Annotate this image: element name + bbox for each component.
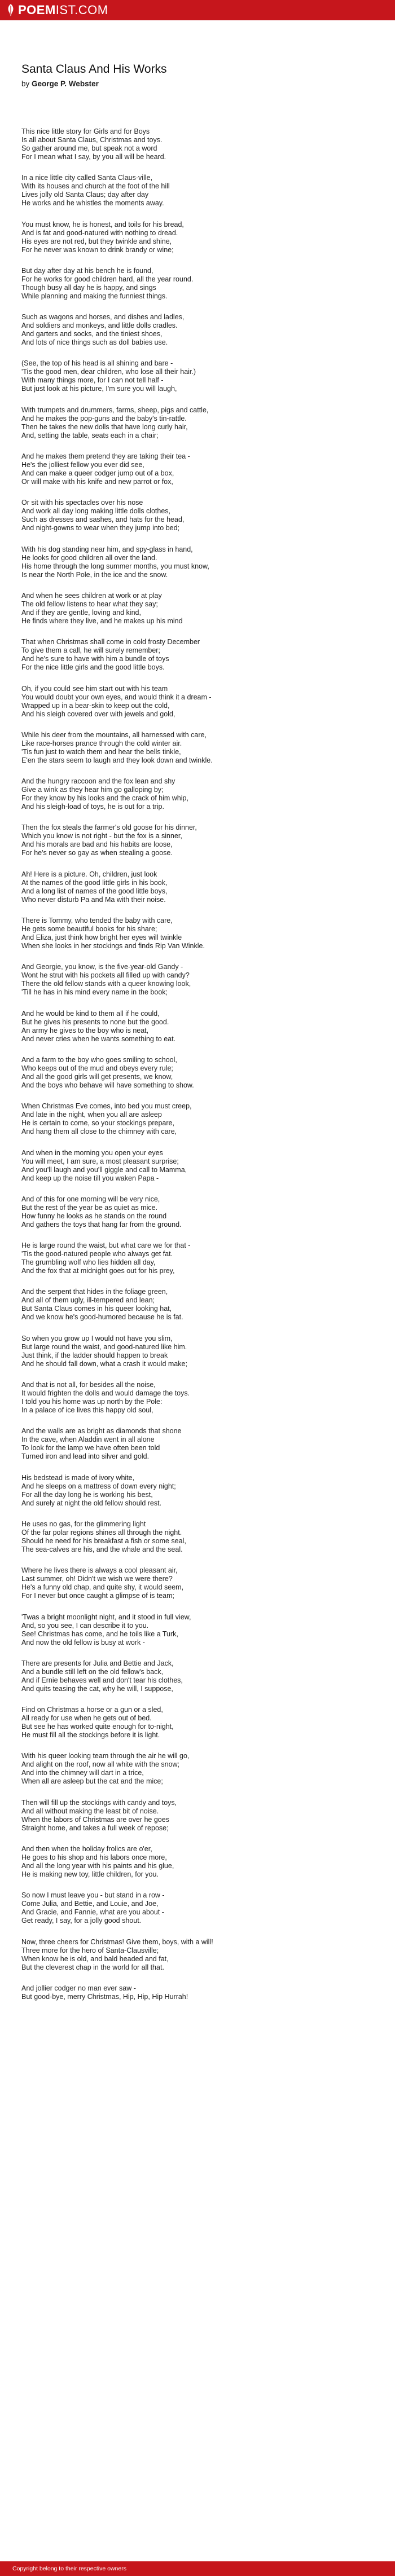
poem-line: And then when the holiday frolics are o'er,: [21, 1844, 152, 1853]
poem-line: This nice little story for Girls and for Boys: [21, 127, 150, 135]
poem-stanza: [21, 917, 371, 950]
poem-stanza: [21, 499, 371, 532]
poem-line: And a farm to the boy who goes smiling to school,: [21, 1055, 177, 1064]
poem-stanza: [21, 406, 371, 440]
poem-line: Give a wink as they hear him go galloping by;: [21, 786, 164, 794]
poem-line: Is near the North Pole, in the ice and the snow.: [21, 570, 168, 579]
poem-line: Come Julia, and Bettie, and Louie, and Joe,: [21, 1900, 159, 1908]
poem-line: How funny he looks as he stands on the round: [21, 1212, 167, 1220]
poem-stanza: [21, 1288, 371, 1322]
poem-line: All ready for use when he gets out of bed.: [21, 1714, 152, 1723]
poem-line: But Santa Claus comes in his queer looking hat,: [21, 1305, 172, 1313]
poem-line: He is large round the waist, but what care we for that -: [21, 1241, 191, 1250]
poem-line: And late in the night, when you all are asleep: [21, 1111, 162, 1119]
poem-line: And he sleeps on a mattress of down every night;: [21, 1482, 176, 1490]
poem-line: Ah! Here is a picture. Oh, children, just look: [21, 870, 157, 878]
poem-stanza: [21, 1613, 371, 1647]
poem-line: And the hungry raccoon and the fox lean and shy: [21, 777, 175, 786]
poem-line: When all are asleep but the cat and the mice;: [21, 1777, 163, 1786]
poem-stanza: [21, 638, 371, 672]
poem-line: For they know by his looks and the crack of him whip,: [21, 794, 188, 803]
poem-stanza: [21, 1659, 371, 1693]
poem-line: For he's never so gay as when stealing a goose.: [21, 849, 173, 857]
poem-line: Or will make with his knife and new parrot or fox,: [21, 478, 173, 486]
poem-line: Who keeps out of the mud and obeys every rule;: [21, 1064, 173, 1072]
poem-line: His bedstead is made of ivory white,: [21, 1473, 135, 1482]
poem-line: The sea-calves are his, and the whale and the seal.: [21, 1545, 183, 1553]
logo-text-light: IST.COM: [55, 3, 108, 17]
poem-line: He uses no gas, for the glimmering light: [21, 1520, 146, 1528]
poem-line: He is certain to come, so your stockings prepare,: [21, 1119, 174, 1128]
poem-line: Or sit with his spectacles over his nose: [21, 499, 143, 507]
poem-stanza: [21, 1706, 371, 1740]
poem-stanza: [21, 1195, 371, 1229]
poem-line: He's a funny old chap, and quite shy, it would seem,: [21, 1583, 184, 1592]
poem-line: And we know he's good-humored because he is fat.: [21, 1313, 183, 1322]
poem-line: And a bundle still left on the old fellow's back,: [21, 1667, 164, 1676]
poem-line: And is fat and good-natured with nothing to dread.: [21, 228, 178, 237]
poem-line: 'Till he has in his mind every name in the book;: [21, 988, 168, 997]
poem-stanza: [21, 1335, 371, 1368]
poem-line: Get ready, I say, for a jolly good shout.: [21, 1917, 142, 1925]
poem-line: The grumbling wolf who lies hidden all day,: [21, 1258, 156, 1267]
poem-line: And of this for one morning will be very nice,: [21, 1195, 160, 1203]
poem-line: And soldiers and monkeys, and little dolls cradles.: [21, 322, 178, 330]
poem-line: And all the good girls will get presents, we know,: [21, 1072, 173, 1081]
poem-line: And he's sure to have with him a bundle of toys: [21, 655, 169, 663]
poem-stanza: [21, 824, 371, 857]
poem-line: You must know, he is honest, and toils for his bread,: [21, 220, 184, 228]
poem-line: Wont he strut with his pockets all filled up with candy?: [21, 971, 190, 980]
poem-stanza: [21, 174, 371, 208]
poem-line: When Christmas Eve comes, into bed you must creep,: [21, 1102, 192, 1111]
poem-line: And a long list of names of the good little boys,: [21, 887, 168, 895]
poem-line: For he never was known to drink brandy or wine;: [21, 245, 174, 254]
poem-line: That when Christmas shall come in cold frosty December: [21, 638, 200, 646]
poem-line: You would doubt your own eyes, and would think it a dream -: [21, 693, 212, 701]
poem-line: Should he need for his breakfast a fish or some seal,: [21, 1536, 186, 1545]
poem-line: Where he lives there is always a cool pleasant air,: [21, 1566, 178, 1575]
poem-line: And all the long year with his paints and his glue,: [21, 1861, 174, 1870]
poem-line: Three more for the hero of Santa-Clausville;: [21, 1946, 159, 1954]
by-label: by: [21, 80, 30, 88]
poem-stanza: [21, 1149, 371, 1183]
poem-line: But see he has worked quite enough for to-night,: [21, 1723, 174, 1731]
poem-line: And hang them all close to the chimney with care,: [21, 1128, 177, 1136]
poem-line: But large round the waist, and good-natured like him.: [21, 1342, 187, 1351]
poem-line: He's the jolliest fellow you ever did see,: [21, 461, 144, 469]
site-footer: [0, 2561, 395, 2576]
poem-line: While his deer from the mountains, all harnessed with care,: [21, 730, 207, 739]
poem-line: Wrapped up in a bear-skin to keep out the cold,: [21, 701, 170, 710]
poem-stanza: [21, 870, 371, 904]
poem-line: He finds where they live, and he makes up his mind: [21, 617, 183, 625]
poem-stanza: [21, 1938, 371, 1972]
poem-stanza: [21, 452, 371, 486]
poem-line: And his morals are bad and his habits are loose,: [21, 840, 173, 849]
poem-stanza: [21, 1845, 371, 1879]
poem-line: He gets some beautiful books for his share;: [21, 925, 157, 933]
poem-line: At the names of the good little girls in his book,: [21, 878, 168, 887]
poem-line: And he should fall down, what a crash it would make;: [21, 1359, 187, 1368]
poem-line: The old fellow listens to hear what they say;: [21, 600, 158, 608]
poem-line: Though busy all day he is happy, and sings: [21, 283, 156, 292]
poem-line: It would frighten the dolls and would damage the toys.: [21, 1389, 190, 1398]
poem-line: So now I must leave you - but stand in a row -: [21, 1891, 165, 1900]
poem-line: (See, the top of his head is all shining and bare -: [21, 359, 173, 368]
poem-line: He works and he whistles the moments away.: [21, 199, 164, 208]
poem-line: With trumpets and drummers, farms, sheep, pigs and cattle,: [21, 406, 209, 414]
poem-line: And when he sees children at work or at play: [21, 591, 162, 600]
poem-line: Just think, if the ladder should happen to break: [21, 1351, 168, 1359]
logo-text-bold: POEM: [18, 3, 56, 17]
poem-line: 'Tis the good-natured people who always get fat.: [21, 1250, 173, 1258]
poem-line: Who never disturb Pa and Ma with their noise.: [21, 895, 166, 904]
poem-line: And the boys who behave will have something to show.: [21, 1081, 194, 1089]
poem-line: But the rest of the year be as quiet as mice.: [21, 1203, 158, 1212]
poem-line: And his sleigh covered over with jewels and gold,: [21, 710, 175, 718]
poem-stanza: [21, 545, 371, 579]
poem-line: For I never but once caught a glimpse of is team;: [21, 1592, 174, 1600]
poem-line: And, so you see, I can describe it to you.: [21, 1621, 149, 1630]
poem-stanza: [21, 1752, 371, 1786]
poem-stanza: [21, 1891, 371, 1925]
poem-line: And his sleigh-load of toys, he is out for a trip.: [21, 803, 164, 811]
poem-line: For all the day long he is working his best,: [21, 1490, 153, 1499]
poem-line: But he gives his presents to none but the good.: [21, 1018, 169, 1026]
poem-line: With his queer looking team through the air he will go,: [21, 1752, 190, 1760]
poem-stanza: [21, 1566, 371, 1600]
poem-line: And he makes the pop-guns and the baby's tin-rattle.: [21, 414, 187, 422]
poem-stanza: [21, 1102, 371, 1136]
poem-line: When she looks in her stockings and finds Rip Van Winkle.: [21, 942, 205, 950]
poem-line: And Georgie, you know, is the five-year-old Gandy -: [21, 963, 183, 971]
poem-line: And all without making the least bit of noise.: [21, 1807, 159, 1815]
poem-line: And when in the morning you open your eyes: [21, 1148, 163, 1157]
poem-stanza: [21, 1520, 371, 1554]
poem-line: When the labors of Christmas are over he goes: [21, 1815, 169, 1824]
poem-line: And the serpent that hides in the foliage green,: [21, 1288, 168, 1296]
poem-line: He is making new toy, little children, for you.: [21, 1870, 159, 1878]
poem-line: 'Tis fun just to watch them and hear the bells tinkle,: [21, 747, 181, 756]
poem-line: And you'll laugh and you'll giggle and call to Mamma,: [21, 1165, 187, 1174]
poem-line: 'Tis the good men, dear children, who lose all their hair.): [21, 368, 196, 376]
poem-line: Find on Christmas a horse or a gun or a sled,: [21, 1706, 163, 1714]
poem-line: His eyes are not red, but they twinkle and shine,: [21, 237, 172, 245]
author-line: [21, 80, 371, 88]
poem-stanza: [21, 359, 371, 393]
poem-line: For the nice little girls and the good little boys.: [21, 663, 165, 672]
poem-line: But good-bye, merry Christmas, Hip, Hip, Hip Hurrah!: [21, 1992, 188, 2001]
poem-line: While planning and making the funniest things.: [21, 292, 168, 300]
poem-line: An army he gives to the boy who is neat,: [21, 1026, 149, 1034]
poem-line: And quits teasing the cat, why he will, I suppose,: [21, 1684, 173, 1693]
poem-stanza: [21, 963, 371, 997]
poem-line: But just look at his picture, I'm sure you will laugh,: [21, 385, 177, 393]
poem-line: To look for the lamp we have often been told: [21, 1444, 160, 1452]
poem-line: But day after day at his bench he is found,: [21, 266, 153, 275]
poem-content: [21, 62, 371, 2014]
poem-line: And night-gowns to wear when they jump into bed;: [21, 524, 180, 532]
poem-stanza: [21, 221, 371, 254]
poem-stanza: [21, 1056, 371, 1090]
poem-stanza: [21, 777, 371, 811]
poem-line: There the old fellow stands with a queer knowing look,: [21, 980, 191, 988]
poem-line: I told you his home was up north by the Pole:: [21, 1398, 163, 1406]
poem-line: Is all about Santa Claus, Christmas and toys.: [21, 136, 163, 144]
poem-line: He goes to his shop and his labors once more,: [21, 1853, 167, 1861]
poem-line: Oh, if you could see him start out with his team: [21, 684, 168, 693]
quill-pen-icon: [7, 4, 15, 16]
poem-line: And he makes them pretend they are taking their tea -: [21, 452, 190, 461]
poem-line: With many things more, for I can not tell half -: [21, 376, 164, 385]
poem-line: Turned iron and lead into silver and gold.: [21, 1452, 150, 1461]
poem-line: See! Christmas has come, and he toils like a Turk,: [21, 1630, 178, 1638]
poem-line: And Eliza, just think how bright her eyes will twinkle: [21, 933, 182, 942]
poem-line: When know he is old, and bald headed and fat,: [21, 1954, 169, 1963]
poem-line: With his dog standing near him, and spy-glass in hand,: [21, 545, 193, 553]
poem-line: In a palace of ice lives this happy old soul,: [21, 1406, 153, 1415]
poem-line: You will meet, I am sure, a most pleasant surprise;: [21, 1157, 179, 1165]
site-header: [0, 0, 395, 20]
poem-line: For he works for good children hard, all the year round.: [21, 275, 194, 283]
poem-line: And, setting the table, seats each in a chair;: [21, 431, 159, 439]
poem-stanza: [21, 1799, 371, 1833]
author-name[interactable]: George P. Webster: [32, 80, 99, 88]
poem-line: And garters and socks, and the tiniest shoes,: [21, 330, 163, 338]
poem-line: He must fill all the stockings before it is light.: [21, 1731, 160, 1740]
poem-line: And the walls are as bright as diamonds that shone: [21, 1427, 182, 1435]
poem-line: Of the far polar regions shines all through the night.: [21, 1528, 182, 1536]
poem-line: Now, three cheers for Christmas! Give them, boys, with a will!: [21, 1937, 213, 1946]
poem-line: Last summer, oh! Didn't we wish we were there?: [21, 1575, 173, 1583]
poem-body: [21, 127, 371, 2001]
poem-line: And jollier codger no man ever saw -: [21, 1984, 136, 1992]
poem-line: And never cries when he wants something to eat.: [21, 1034, 176, 1043]
poem-line: Such as wagons and horses, and dishes and ladles,: [21, 313, 185, 322]
poem-line: And if they are gentle, loving and kind,: [21, 608, 141, 617]
poem-line: And keep up the noise till you waken Papa -: [21, 1174, 159, 1182]
copyright-text: Copyright belong to their respective owners: [12, 2565, 126, 2572]
poem-stanza: [21, 1381, 371, 1415]
poem-line: For I mean what I say, by you all will be heard.: [21, 153, 166, 161]
poem-stanza: [21, 313, 371, 347]
poem-line: Then the fox steals the farmer's old goose for his dinner,: [21, 824, 197, 832]
poem-line: There is Tommy, who tended the baby with care,: [21, 917, 173, 925]
poem-line: Which you know is not right - but the fox is a sinner,: [21, 832, 182, 840]
poem-line: And the fox that at midnight goes out for his prey,: [21, 1267, 175, 1275]
poem-line: There are presents for Julia and Bettie and Jack,: [21, 1659, 174, 1667]
poem-line: And now the old fellow is busy at work -: [21, 1638, 145, 1646]
poem-line: Like race-horses prance through the cold winter air.: [21, 739, 182, 747]
poem-line: And into the chimney will dart in a trice,: [21, 1769, 144, 1777]
poem-line: 'Twas a bright moonlight night, and it stood in full view,: [21, 1613, 191, 1621]
poem-line: He looks for good children all over the land.: [21, 553, 157, 562]
poem-stanza: [21, 731, 371, 765]
poem-line: Such as dresses and sashes, and hats for the head,: [21, 516, 185, 524]
poem-stanza: [21, 1010, 371, 1043]
poem-line: And can make a queer codger jump out of a box,: [21, 469, 174, 478]
poem-line: Lives jolly old Santa Claus; day after day: [21, 191, 149, 199]
poem-line: With its houses and church at the foot of the hill: [21, 182, 170, 191]
site-logo[interactable]: [7, 3, 108, 17]
poem-stanza: [21, 1241, 371, 1275]
poem-line: And surely at night the old fellow should rest.: [21, 1499, 162, 1507]
poem-line: E'en the stars seem to laugh and they look down and twinkle.: [21, 756, 213, 764]
poem-line: But the cleverest chap in the world for all that.: [21, 1963, 164, 1971]
poem-title: Santa Claus And His Works: [21, 63, 167, 76]
poem-line: His home through the long summer months, you must know,: [21, 562, 209, 570]
poem-stanza: [21, 592, 371, 626]
poem-line: Then he takes the new dolls that have long curly hair,: [21, 422, 188, 431]
poem-stanza: [21, 127, 371, 161]
poem-line: And Gracie, and Fannie, what are you about -: [21, 1908, 164, 1917]
poem-line: So gather around me, but speak not a word: [21, 144, 157, 152]
poem-stanza: [21, 267, 371, 301]
poem-line: And all of them ugly, ill-tempered and lean;: [21, 1296, 155, 1305]
poem-stanza: [21, 1427, 371, 1461]
poem-line: So when you grow up I would not have you slim,: [21, 1334, 173, 1342]
poem-line: And that is not all, for besides all the noise,: [21, 1381, 156, 1389]
poem-stanza: [21, 1474, 371, 1508]
poem-line: And if Ernie behaves well and don't tear his clothes,: [21, 1676, 183, 1684]
poem-line: To give them a call, he will surely remember;: [21, 646, 160, 655]
poem-line: Straight home, and takes a full week of repose;: [21, 1824, 169, 1832]
poem-line: In the cave, when Aladdin went in all alone: [21, 1435, 155, 1444]
poem-line: In a nice little city called Santa Claus-ville,: [21, 174, 153, 182]
poem-line: And gathers the toys that hang far from the ground.: [21, 1220, 182, 1228]
poem-stanza: [21, 1984, 371, 2001]
poem-line: And lots of nice things such as doll babies use.: [21, 338, 168, 347]
poem-stanza: [21, 685, 371, 719]
poem-line: And alight on the roof, now all white with the snow;: [21, 1760, 180, 1769]
poem-line: And he would be kind to them all if he could,: [21, 1009, 160, 1018]
poem-line: Then will fill up the stockings with candy and toys,: [21, 1798, 177, 1807]
poem-line: And work all day long making little dolls clothes,: [21, 507, 171, 516]
